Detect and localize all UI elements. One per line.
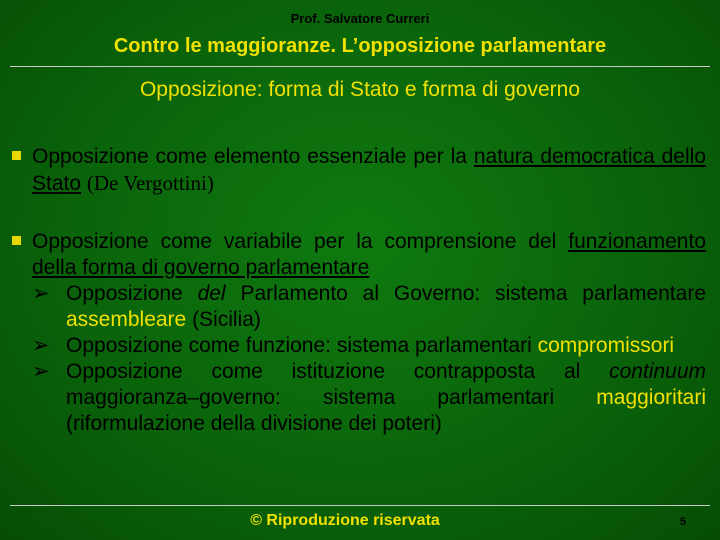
sub-bullet-italic: del	[197, 282, 226, 305]
bullet-citation: (De Vergottini)	[86, 171, 214, 195]
square-bullet-icon	[12, 151, 21, 160]
sub-bullet-text: Opposizione	[66, 282, 198, 305]
sub-bullet-text: Parlamento al Governo: sistema parlamentare	[225, 282, 706, 305]
bullet-item	[12, 144, 706, 197]
square-bullet-icon	[12, 236, 21, 245]
arrow-bullet-icon: ➢	[32, 334, 50, 357]
sub-bullet-highlight: compromissori	[537, 334, 675, 357]
sub-bullet-highlight: assembleare	[66, 308, 187, 331]
bottom-divider	[10, 505, 710, 506]
bullet-text: Opposizione come elemento essenziale per la	[32, 145, 474, 168]
copyright-notice: © Riproduzione riservata	[250, 512, 440, 529]
sub-bullet-text: (Sicilia)	[186, 308, 261, 331]
sub-bullet-item	[32, 359, 706, 437]
slide-subtitle: Opposizione: forma di Stato e forma di governo	[139, 78, 581, 101]
sub-bullet-highlight: maggioritari	[596, 386, 706, 409]
sub-bullet-text: (riformulazione della divisione dei poteri)	[66, 412, 442, 435]
bullet-text: Opposizione come variabile per la comprensione del	[32, 230, 569, 253]
slide-title: Contro le maggioranze. L’opposizione parlamentare	[113, 35, 607, 57]
sub-bullet-item	[32, 333, 706, 359]
page-number: 5	[680, 516, 687, 528]
sub-bullet-text: Opposizione come istituzione contrapposta al	[66, 360, 610, 383]
slide-content	[12, 144, 706, 437]
top-divider	[10, 66, 710, 67]
bullet-item	[12, 229, 706, 437]
author-name: Prof. Salvatore Curreri	[290, 11, 430, 26]
sub-bullet-item	[32, 281, 706, 333]
sub-bullet-italic: continuum	[609, 360, 706, 383]
bullet-underlined-text: natura democratica dello Stato	[32, 145, 706, 195]
bullet-underlined-text: funzionamento della forma di governo parlamentare	[32, 230, 706, 279]
arrow-bullet-icon: ➢	[32, 282, 50, 305]
sub-bullet-text: Opposizione come funzione: sistema parlamentari	[66, 334, 538, 357]
arrow-bullet-icon: ➢	[32, 360, 50, 383]
sub-bullet-text: maggioranza–governo: sistema parlamentari	[66, 386, 597, 409]
